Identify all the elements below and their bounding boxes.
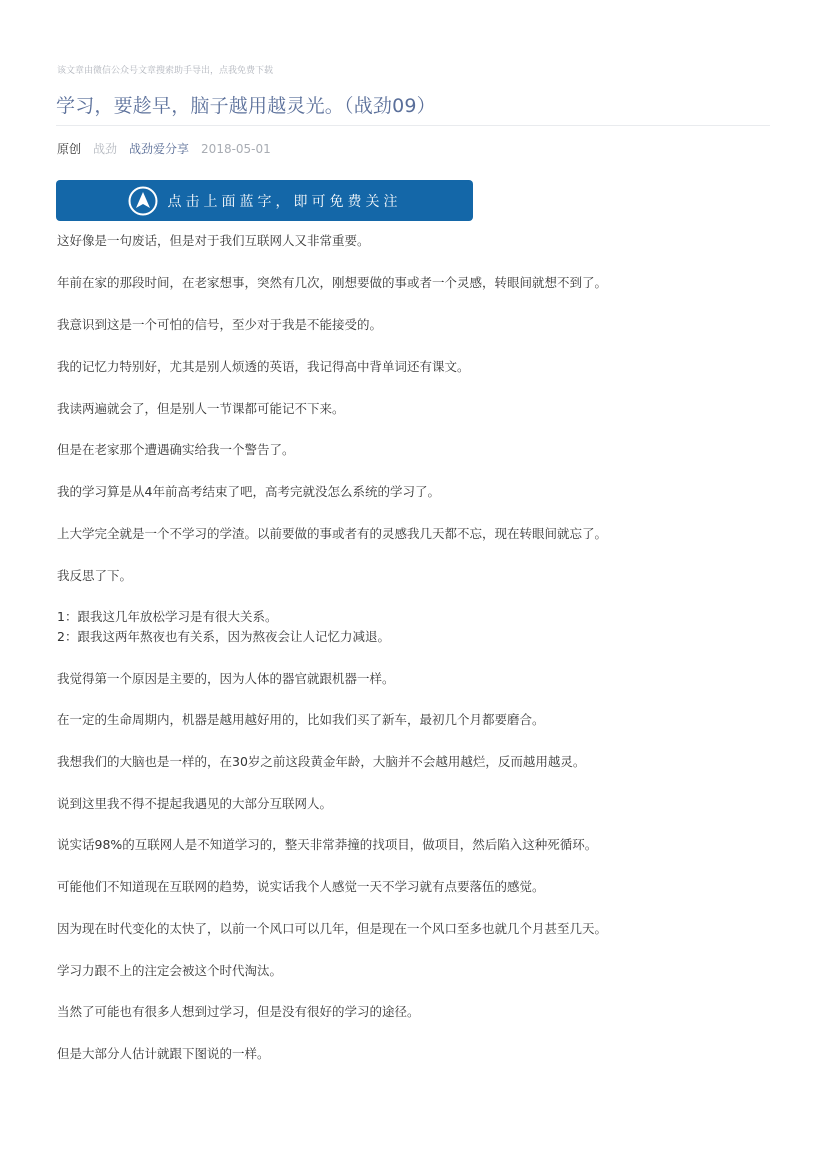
paragraph: 我觉得第一个原因是主要的，因为人体的器官就跟机器一样。 [57,671,395,686]
paragraph: 因为现在时代变化的太快了，以前一个风口可以几年，但是现在一个风口至多也就几个月甚至几天。 [57,921,608,936]
paragraph: 但是在老家那个遭遇确实给我一个警告了。 [57,442,295,457]
paragraph: 我意识到这是一个可怕的信号，至少对于我是不能接受的。 [57,317,383,332]
paragraph: 我的学习算是从4年前高考结束了吧，高考完就没怎么系统的学习了。 [57,484,440,499]
original-label: 原创 [57,142,82,156]
paragraph: 学习力跟不上的注定会被这个时代淘汰。 [57,963,283,978]
account-link[interactable]: 战劲爱分享 [129,142,190,156]
paragraph: 说实话98%的互联网人是不知道学习的，整天非常莽撞的找项目，做项目，然后陷入这种死循环。 [57,837,598,852]
up-arrow-circle-icon [128,186,158,216]
banner-text: 点击上面蓝字，即可免费关注 [167,193,402,210]
paragraph: 我反思了下。 [57,568,133,583]
article-meta [57,140,271,157]
paragraph: 在一定的生命周期内，机器是越用越好用的，比如我们买了新车，最初几个月都要磨合。 [57,712,545,727]
paragraph: 我想我们的大脑也是一样的，在30岁之前这段黄金年龄，大脑并不会越用越烂，反而越用越灵。 [57,754,586,769]
author-name: 战劲 [93,142,118,156]
follow-banner[interactable] [56,180,473,221]
publish-date: 2018-05-01 [201,142,271,156]
article-title: 学习，要趁早，脑子越用越灵光。（战劲09） [56,95,436,117]
paragraph: 但是大部分人估计就跟下图说的一样。 [57,1046,270,1061]
paragraph: 可能他们不知道现在互联网的趋势，说实话我个人感觉一天不学习就有点要落伍的感觉。 [57,879,545,894]
title-divider [56,125,770,126]
paragraph: 年前在家的那段时间，在老家想事，突然有几次，刚想要做的事或者一个灵感，转眼间就想不到了。 [57,275,608,290]
paragraph: 上大学完全就是一个不学习的学渣。以前要做的事或者有的灵感我几天都不忘，现在转眼间就忘了。 [57,526,608,541]
export-notice[interactable]: 该文章由微信公众号文章搜索助手导出，点我免费下载 [57,66,274,76]
list-item: 1：跟我这几年放松学习是有很大关系。 [57,609,278,624]
list-item: 2：跟我这两年熬夜也有关系，因为熬夜会让人记忆力减退。 [57,629,390,644]
paragraph: 这好像是一句废话，但是对于我们互联网人又非常重要。 [57,233,370,248]
paragraph: 说到这里我不得不提起我遇见的大部分互联网人。 [57,796,333,811]
paragraph: 当然了可能也有很多人想到过学习，但是没有很好的学习的途径。 [57,1004,420,1019]
paragraph: 我读两遍就会了，但是别人一节课都可能记不下来。 [57,401,345,416]
paragraph: 我的记忆力特别好，尤其是别人烦透的英语，我记得高中背单词还有课文。 [57,359,470,374]
